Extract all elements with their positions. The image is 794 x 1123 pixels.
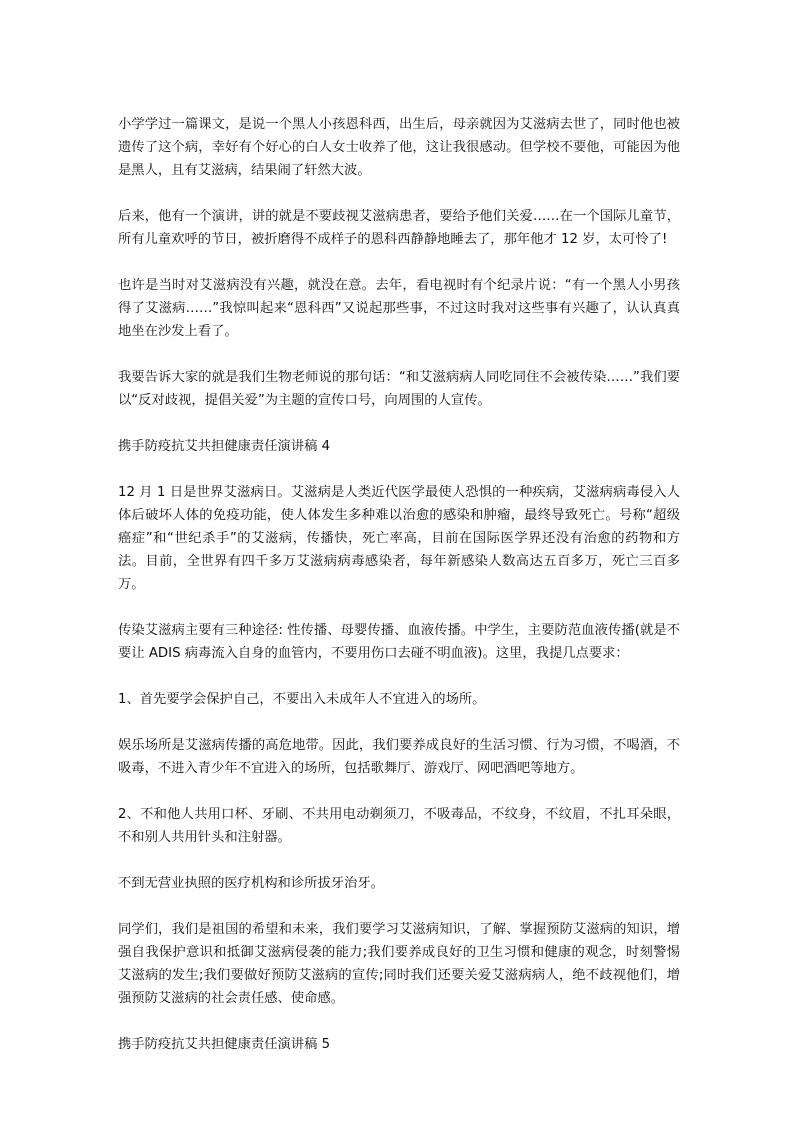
- paragraph-enkexi-story: 小学学过一篇课文，是说一个黑人小孩恩科西，出生后，母亲就因为艾滋病去世了，同时他也被遗传了这个病，幸好有个好心的白人女士收养了他，这让我很感动。但学校不要他，可能因为他是黑人，且有艾滋病，结果闹了轩然大波。: [118, 117, 680, 178]
- document-page: [118, 113, 680, 1079]
- paragraph-transmission: 传染艾滋病主要有三种途径: 性传播、母婴传播、血液传播。中学生，主要防范血液传播(就是不要让 ADIS 病毒流入自身的血管内，不要用伤口去碰不明血液)。这里，我提几点要求：: [118, 623, 680, 661]
- paragraph-teacher-quote: 我要告诉大家的就是我们生物老师说的那句话：“和艾滋病病人同吃同住不会被传染……”我们要以“反对歧视，提倡关爱”为主题的宣传口号，向周围的人宣传。: [118, 370, 680, 408]
- paragraph-entertainment: 娱乐场所是艾滋病传播的高危地带。因此，我们要养成良好的生活习惯、行为习惯，不喝酒，不吸毒，不进入青少年不宜进入的场所，包括歌舞厅、游戏厅、网吧酒吧等地方。: [118, 738, 680, 776]
- paragraph-documentary: 也许是当时对艾滋病没有兴趣，就没在意。去年，看电视时有个纪录片说：“有一个黑人小男孩得了艾滋病……”我惊叫起来“恩科西”又说起那些事，不过这时我对这些事有兴趣了，认认真真地坐在沙发上看了。: [118, 278, 680, 339]
- paragraph-rule-1: 1、首先要学会保护自己，不要出入未成年人不宜进入的场所。: [118, 692, 486, 707]
- paragraph-speech: 后来，他有一个演讲，讲的就是不要歧视艾滋病患者，要给予他们关爱……在一个国际儿童节，所有儿童欢呼的节日，被折磨得不成样子的恩科西静静地睡去了，那年他才 12 岁，太可怜了!: [118, 209, 680, 247]
- paragraph-aids-day: 12 月 1 日是世界艾滋病日。艾滋病是人类近代医学最使人恐惧的一种疾病，艾滋病病毒侵入人体后破坏人体的免疫功能，使人体发生多种难以治愈的感染和肿瘤，最终导致死亡。号称“超级癌症”和“世纪杀手”的艾滋病，传播快，死亡率高，目前在国际医学界还没有治愈的药物和方法。目前，全世界有四千多万艾滋病病毒感染者，每年新感染人数高达五百多万，死亡三百多万。: [118, 485, 680, 592]
- paragraph-rule-2: 2、不和他人共用口杯、牙刷、不共用电动剃须刀，不吸毒品，不纹身，不纹眉，不扎耳朵眼，不和别人共用针头和注射器。: [118, 807, 680, 845]
- paragraph-students: 同学们，我们是祖国的希望和未来，我们要学习艾滋病知识，了解、掌握预防艾滋病的知识，增强自我保护意识和抵御艾滋病侵袭的能力;我们要养成良好的卫生习惯和健康的观念，时刻警惕艾滋病的发生;我们要做好预防艾滋病的宣传;同时我们还要关爱艾滋病病人，绝不歧视他们，增强预防艾滋病的社会责任感、使命感。: [118, 922, 680, 1006]
- section-heading-5: 携手防疫抗艾共担健康责任演讲稿 5: [118, 1037, 331, 1052]
- section-heading-4: 携手防疫抗艾共担健康责任演讲稿 4: [118, 439, 331, 454]
- paragraph-clinic: 不到无营业执照的医疗机构和诊所拔牙治牙。: [118, 876, 384, 891]
